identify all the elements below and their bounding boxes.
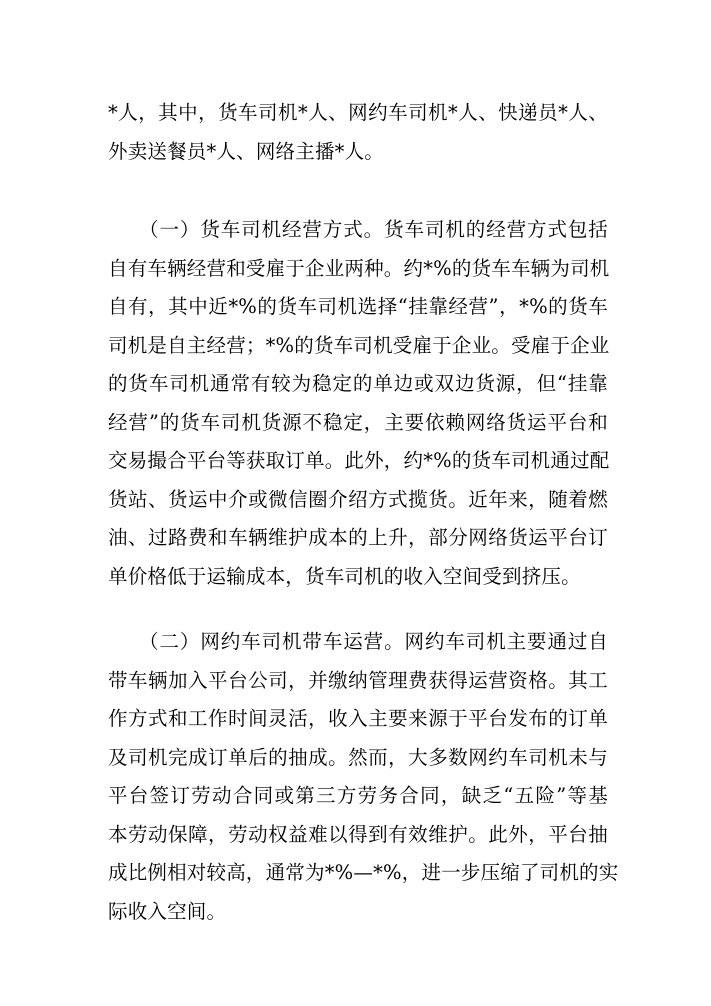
text-line: （二）网约车司机带车运营。网约车司机主要通过自 [108,630,608,653]
text-line: *人，其中，货车司机*人、网约车司机*人、快递员*人、 [108,101,608,124]
text-line: 自有，其中近*%的货车司机选择“挂靠经营”，*%的货车 [108,295,608,318]
text-line: 际收入空间。 [108,899,227,923]
text-line: 外卖送餐员*人、网络主播*人。 [108,139,385,163]
text-line: 的货车司机通常有较为稳定的单边或双边货源，但“挂靠 [108,372,608,395]
text-line: 司机是自主经营；*%的货车司机受雇于企业。受雇于企业 [108,333,610,357]
text-line: 平台签订劳动合同或第三方劳务合同，缺乏“五险”等基 [108,784,608,807]
text-line: （一）货车司机经营方式。货车司机的经营方式包括 [108,218,608,241]
paragraph-truck-drivers [108,211,608,596]
text-line: 交易撮合平台等获取订单。此外，约*%的货车司机通过配 [108,449,610,472]
text-line: 作方式和工作时间灵活，收入主要来源于平台发布的订单 [108,707,608,730]
text-line: 单价格低于运输成本，货车司机的收入空间受到挤压。 [108,564,581,588]
paragraph-ride-hailing-drivers [108,623,619,931]
text-line: 及司机完成订单后的抽成。然而，大多数网约车司机未与 [108,745,608,769]
text-line: 成比例相对较高，通常为*%—*%，进一步压缩了司机的实 [108,861,619,884]
text-line: 自有车辆经营和受雇于企业两种。约*%的货车车辆为司机 [108,256,610,280]
text-line: 本劳动保障，劳动权益难以得到有效维护。此外，平台抽 [108,822,608,846]
text-line: 货站、货运中介或微信圈介绍方式揽货。近年来，随着燃 [108,487,608,511]
text-line: 带车辆加入平台公司，并缴纳管理费获得运营资格。其工 [108,668,608,692]
text-line: 油、过路费和车辆维护成本的上升，部分网络货运平台订 [108,526,608,549]
text-line: 经营”的货车司机货源不稳定，主要依赖网络货运平台和 [108,410,608,434]
paragraph-intro-continuation [108,94,608,171]
